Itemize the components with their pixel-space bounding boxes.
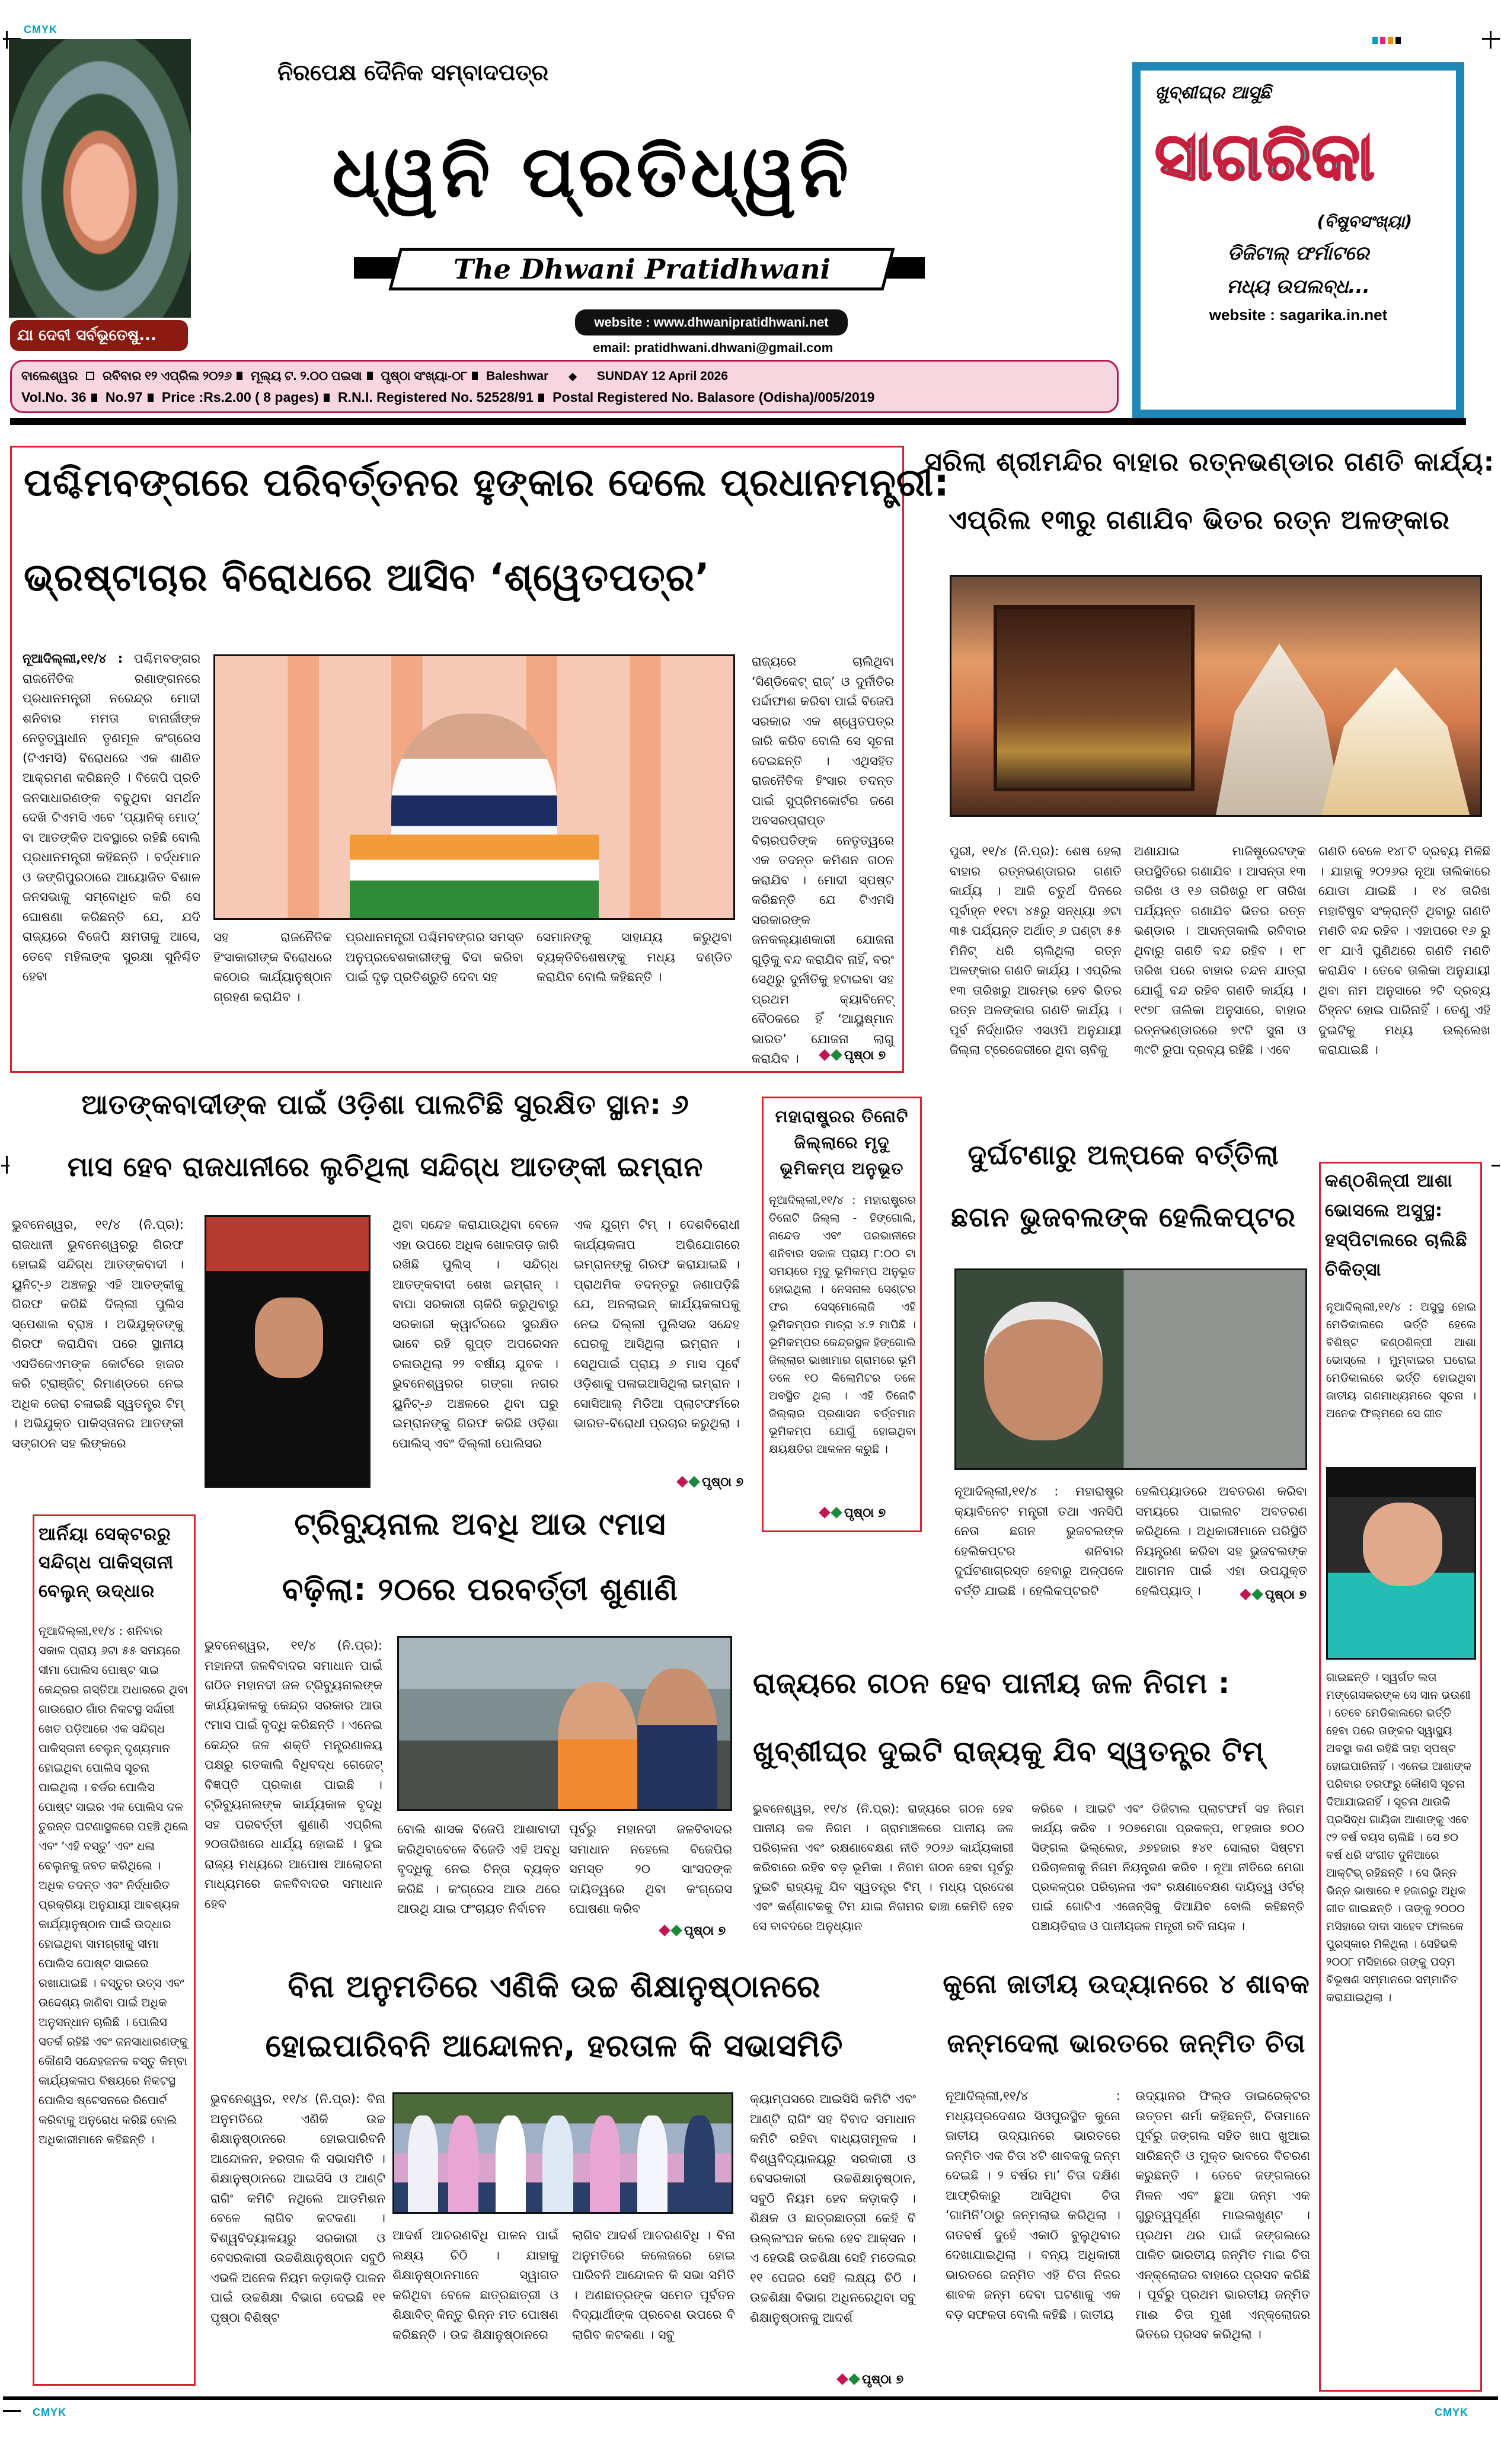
continued-page-link[interactable] [676, 1475, 746, 1490]
registration-mark [3, 2410, 21, 2412]
headline-temple-line1: ସରିଲା ଶ୍ରୀମନ୍ଦିର ବାହାର ରତ୍ନଭଣ୍ଡାର ଗଣତି କାର୍ଯ୍ୟ: [925, 447, 1495, 477]
photo-face [1363, 1503, 1442, 1586]
headline-balloon: ଆର୍ନିୟା ସେକ୍ଟରରୁ ସନ୍ଦିଗ୍ଧ ପାକିସ୍ତାନୀ ବେଲୁନ୍ ଉଦ୍ଧାର [39, 1524, 174, 1602]
issue-info-english-row [21, 388, 1107, 407]
story-terror-body-col3: ଏକ ଯୁଗ୍ମ ଟିମ୍ । ଦେଶବିରୋଧୀ କାର୍ଯ୍ୟକଳାପ ଅଭିଯୋଗରେ ଇମ୍ରାନଙ୍କୁ ଗିରଫ କରାଯାଇଛି । ପ୍ରାଥମିକ ତଦନ୍ତରୁ ଜଣାପଡ଼ିଛି ଯେ, ଅନଲାଇନ୍ କାର୍ଯ୍ୟକଳାପକୁ ନେଇ ଦିଲ୍ଲୀ ପୁଲିସର ସନ୍ଦେହ ଘେରକୁ ଆସିଥିଲା ଇମ୍ରାନ । ସେଥିପାଇଁ ପ୍ରାୟ ୬ ମାସ ପୂର୍ବେ ଓଡ଼ିଶାକୁ ପଳାଇଆସିଥିଲା ଇମ୍ରାନ । ସୋସିଆଲ୍ ମିଡିଆ ପ୍ଲାଟଫର୍ମରେ ଭାରତ-ବିରୋଧୀ ପ୍ରଚାର କରୁଥିଲା । [574, 1217, 740, 1430]
diamond-red-icon [819, 1049, 831, 1061]
page-ref-text: ପୃଷ୍ଠା ୭ [702, 1475, 744, 1489]
postal-registration: Postal Registered No. Balasore (Odisha)/005/2019 [553, 389, 875, 405]
story-bengal-body-col3: ପ୍ରଧାନମନ୍ତ୍ରୀ ପଶ୍ଚିମବଙ୍ଗର ସମସ୍ତ ଅନୁପ୍ରବେଶକାରୀଙ୍କୁ ବିଦା କରିବା ପାଇଁ ଦୃଢ଼ ପ୍ରତିଶ୍ରୁତି ଦେବା ସହ [346, 930, 523, 984]
headline-heli-line2: ଛଗନ ଭୁଜବଲଙ୍କ ହେଲିକପ୍ଟର [951, 1201, 1296, 1233]
rni-number: R.N.I. Registered No. 52528/91 [337, 389, 534, 405]
diamond-green-icon [688, 1476, 700, 1488]
headline-terror-line2: ମାସ ହେବ ରାଜଧାନୀରେ ଲୁଚିଥିଲା ସନ୍ଦିଗ୍ଧ ଆତଙ୍କୀ ଇମ୍ରାନ [67, 1150, 704, 1183]
goddess-durga-image [9, 39, 191, 318]
page-ref-text: ପୃଷ୍ଠା ୭ [844, 1048, 886, 1062]
story-education-body-col2: ଆଦର୍ଶ ଆଚରଣବିଧି ପାଳନ ପାଇଁ ଲକ୍ଷ୍ୟ ଚିଠି । ଯାହାକୁ ଶିକ୍ଷାନୁଷ୍ଠାନମାନେ ସ୍ୱାଗତ କରିଥିବା ବେଳେ ଛାତ୍ରଛାତ୍ରୀ ଓ ଶିକ୍ଷାବିତ୍ କିନ୍ତୁ ଭିନ୍ନ ମତ ପୋଷଣ କରିଛନ୍ତି । ଉଚ୍ଚ ଶିକ୍ଷାନୁଷ୍ଠାନରେ [392, 2228, 558, 2342]
story-asha-body-top: ନୂଆଦିଲ୍ଲୀ,୧୧/୪ : ଅସୁସ୍ଥ ହୋଇ ମେଡିକାଲରେ ଭର୍ତ୍ତି ହେଲେ ବିଶିଷ୍ଟ କଣ୍ଠଶିଳ୍ପୀ ଆଶା ଭୋସ୍‌ଲେ । ମୁମ୍ବାଇର ଘରୋଇ ମେଡିକାଲରେ ଭର୍ତ୍ତି ହୋଇଥିବା ଜାତୀୟ ଗଣମାଧ୍ୟମରେ ସୂଚନା । ଅନେକ ଫିଲ୍ମରେ ସେ ଗୀତ [1326, 1300, 1476, 1420]
story-quake-body: ନୂଆଦିଲ୍ଲୀ,୧୧/୪ : ମହାରାଷ୍ଟ୍ରର ତିନୋଟି ଜିଲ୍ଲା - ହିଙ୍ଗୋଲି, ନାନ୍ଦେଡ ଏବଂ ପରଭାନୀରେ ଶନିବାର ସକାଳ ପ୍ରାୟ ୮:୦୦ ଟା ସମୟରେ ମୃଦୁ ଭୂମିକମ୍ପ ଅନୁଭୂତ ହୋଇଥିଲା । ନେସନାଲ ସେଣ୍ଟର ଫର ସେସ୍ମୋଲୋଜି ଏହି ଭୂମିକମ୍ପର ମାତ୍ରା ୪.୨ ମାପିଛି । ଭୂମିକମ୍ପର କେନ୍ଦ୍ରସ୍ଥଳ ହିଙ୍ଗୋଲି ଜିଲ୍ଲାର ଭାଖାମାର ଗ୍ରାମରେ ଭୂମି ତଳେ ୧୦ କିଲୋମିଟର ତଳେ ଅବସ୍ଥିତ ଥିଲା । ଏହି ତିନୋଟି ଜିଲ୍ଲାର ପ୍ରଶାସନ ବର୍ତ୍ତମାନ ଭୂମିକମ୍ପ ଯୋଗୁଁ ହୋଇଥିବା କ୍ଷୟକ୍ଷତିର ଆକଳନ କରୁଛି । [769, 1194, 916, 1456]
story-education-body-col4: କ୍ୟାମ୍ପସରେ ଆଇସିସି କମିଟି ଏବଂ ଆଣ୍ଟି ରାଗିଂ ସହ ବିବାଦ ସମାଧାନ କମିଟି ରହିବା ବାଧ୍ୟତାମୂଳକ । ବିଶ୍ୱବିଦ୍ୟାଳୟରୁ ସରକାରୀ ଓ ବେସରକାରୀ ଉଚ୍ଚଶିକ୍ଷାନୁଷ୍ଠାନ, ସବୁଠି ନିୟମ ହେବ କଡ଼ାକଡ଼ି । ଶିକ୍ଷକ ଓ ଛାତ୍ରଛାତ୍ରୀ କେହି ବି ଉଲ୍ଲଂଘନ କଲେ ହେବ ଆକ୍ସନ । ଏ ହେଉଛି ଉଚ୍ଚଶିକ୍ଷା ସେହି ମଡେଲର ୧୧ ପେଜର ସେହି ଲକ୍ଷ୍ୟ ଚିଠି । ଉଚ୍ଚଶିକ୍ଷା ବିଭାଗ ଅଧିନରେଥିବା ସବୁ ଶିକ୍ଷାନୁଷ୍ଠାନକୁ ଆଦର୍ଶ [750, 2092, 916, 2325]
sagarika-advertisement[interactable] [1132, 62, 1464, 418]
story-tribunal-body-col1: ଭୁବନେଶ୍ୱର, ୧୧/୪ (ନି.ପ୍ର): ମହାନଦୀ ଜଳବିବାଦର ସମାଧାନ ପାଇଁ ଗଠିତ ମହାନଦୀ ଜଳ ଟ୍ରିବ୍ୟୁନାଲଙ୍କ କାର୍ଯ୍ୟକାଳକୁ କେନ୍ଦ୍ର ସରକାର ଆଉ ୯ମାସ ପାଇଁ ବୃଦ୍ଧି କରିଛନ୍ତି । ଏନେଇ କେନ୍ଦ୍ର ଜଳ ଶକ୍ତି ମନ୍ତ୍ରଣାଳୟ ପକ୍ଷରୁ ଗତକାଲି ବିଧିବଦ୍ଧ ଗେଜେଟ୍ ବିଜ୍ଞପ୍ତି ପ୍ରକାଶ ପାଇଛି । ଟ୍ରିବ୍ୟୁନାଲଙ୍କ କାର୍ଯ୍ୟକାଳ ବୃଦ୍ଧି ସହ ପରବର୍ତ୍ତୀ ଶୁଣାଣି ଏପ୍ରିଲ ୨୦ତାରିଖରେ ଧାର୍ଯ୍ୟ ହୋଇଛି । ଦୁଇ ରାଜ୍ୟ ମଧ୍ୟରେ ଆପୋଷ ଆଲୋଚନା ମାଧ୍ୟମରେ ଜଳବିବାଦର ସମାଧାନ ହେବ [205, 1638, 382, 1911]
headline-terror-line1: ଆତଙ୍କବାଦୀଙ୍କ ପାଇଁ ଓଡ଼ିଶା ପାଲଟିଛି ସୁରକ୍ଷିତ ସ୍ଥାନ: ୬ [81, 1088, 689, 1120]
headline-bengal-line2: ଭ୍ରଷ୍ଟାଚାର ବିରୋଧରେ ଆସିବ ‘ଶ୍ୱେତପତ୍ର’ [24, 556, 710, 600]
story-water-body-col1: ଭୁବନେଶ୍ୱର, ୧୧/୪ (ନି.ପ୍ର): ରାଜ୍ୟରେ ଗଠନ ହେବ ପାନୀୟ ଜଳ ନିଗମ । ଗ୍ରାମାଞ୍ଚଳରେ ପାନୀୟ ଜଳ ପରିଚାଳନା ଏବଂ ରକ୍ଷଣାବେକ୍ଷଣ ନୀତି ୨୦୨୬ କାର୍ଯ୍ୟକାରୀ କରିବାରେ ରହିବ ବଡ଼ ଭୂମିକା । ନିଗମ ଗଠନ ହେବା ପୂର୍ବରୁ ଦୁଇଟି ରାଜ୍ୟକୁ ଯିବ ସ୍ୱତନ୍ତ୍ର ଟିମ୍ । ମଧ୍ୟ ପ୍ରଦେଶ ଏବଂ କର୍ଣ୍ଣାଟକକୁ ଟିମ ଯାଇ ନିଗମର ଢାଞ୍ଚା କେମିତି ହେବ ସେ ବାବଦରେ ଅନୁଧ୍ୟାନ [753, 1801, 1014, 1933]
headline-tribunal-line2: ବଢ଼ିଲା: ୨୦ରେ ପରବର୍ତ୍ତୀ ଶୁଣାଣି [282, 1572, 679, 1607]
story-heli-body-col2: ହେଲିପ୍ୟାଡରେ ଅବତରଣ କରିବା ସମୟରେ ପାଇଲଟ ଅବତରଣ କରିଥିଲେ । ଅଧିକାରୀମାନେ ପରିସ୍ଥିତି ନିୟନ୍ତ୍ରଣ କରିବା ସହ ଭୁଜବଲଙ୍କ ଆଗମନ ପାଇଁ ଏହା ଉପଯୁକ୍ତ ହେଲିପ୍ୟାଡ୍ । [1135, 1484, 1307, 1598]
ad-available-line: ମଧ୍ୟ ଉପଲବ୍ଧ... [1227, 275, 1370, 298]
place-odia: ବାଲେଶ୍ୱର [21, 369, 78, 383]
color-swatch-magenta [1380, 37, 1385, 44]
color-swatch-black [1395, 37, 1401, 44]
story-terror-body-col1: ଭୁବନେଶ୍ୱର, ୧୧/୪ (ନି.ପ୍ର): ରାଜଧାନୀ ଭୁବନେଶ୍ୱରରୁ ଗିରଫ ହୋଇଛି ସନ୍ଦିଗ୍ଧ ଆତଙ୍କବାଦୀ । ୟୁନିଟ୍-୬ ଅଞ୍ଚଳରୁ ଏହି ଆତଙ୍କୀକୁ ଗିରଫ କରିଛି ଦିଲ୍ଲୀ ପୁଲିସ ସ୍ପେଶାଲ ବ୍ରାଞ୍ଚ । ଅଭିଯୁକ୍ତଙ୍କୁ ଗିରଫ କରାଯିବା ପରେ ସ୍ଥାନୀୟ ଏସଡିଜେଏମଙ୍କ କୋର୍ଟରେ ହାଜର କରି ଟ୍ରାଞ୍ଜିଟ୍ ରିମାଣ୍ଡରେ ନେଇ ଅଧିକ ଜେରା ଚଳାଇଛି ସ୍ୱତନ୍ତ୍ର ଟିମ୍ । ଅଭିଯୁକ୍ତ ପାକିସ୍ତାନର ଆତଙ୍କୀ ସଙ୍ଗଠନ ସହ ଲିଙ୍କରେ [12, 1217, 184, 1450]
separator-icon [538, 394, 544, 402]
ad-website[interactable]: website : sagarika.in.net [1209, 306, 1388, 324]
page-ref-text: ପୃଷ୍ଠା ୭ [684, 1923, 726, 1938]
continued-page-link[interactable] [658, 1923, 728, 1938]
story-tribunal-body-col2: ବୋଲି ଶାସକ ବିଜେପି ଆଶାବାଦୀ କରିଥିବାବେଳେ ବିଜେଡି ଏହି ଅବଧି ବୃଦ୍ଧିକୁ ନେଇ ଚିନ୍ତା ବ୍ୟକ୍ତ କରିଛି । କଂଗ୍ରେସ ଆଉ ଥରେ ଆଉଥି ଯାଇ ଫଂଚାୟତ ନିର୍ବାଚନ [397, 1822, 560, 1916]
headline-education-line2: ହୋଇପାରିବନି ଆନ୍ଦୋଳନ, ହରତାଳ କି ସଭାସମିତି [265, 2028, 844, 2064]
diamond-green-icon [848, 2373, 860, 2385]
headline-heli-line1: ଦୁର୍ଘଟଣାରୁ ଅଳ୍ପକେ ବର୍ତ୍ତିଲା [967, 1139, 1279, 1171]
registration-mark [1, 1165, 9, 1167]
page-bottom-rule [3, 2396, 1498, 2400]
continued-page-link[interactable] [818, 1506, 888, 1520]
website-link[interactable]: website : www.dhwanipratidhwani.net [575, 309, 848, 335]
photo-student [448, 2115, 478, 2212]
headline-bengal-line1: ପଶ୍ଚିମବଙ୍ଗରେ ପରିବର୍ତ୍ତନର ହୁଙ୍କାର ଦେଲେ ପ୍ରଧାନମନ୍ତ୍ରୀ: [24, 461, 950, 505]
photo-pm-rally [213, 654, 735, 920]
story-cheetah-body-col2: ଉଦ୍ୟାନର ଫିଲ୍ଡ ଡାଇରେକ୍ଟର ଉତ୍ତମ ଶର୍ମା କହିଛନ୍ତି, ଚିତାମାନେ ପୂର୍ବରୁ ଜଙ୍ଗଲ ସହିତ ଖାପ ଖୁଆଇ ସାରିଛନ୍ତି ଓ ମୁକ୍ତ ଭାବରେ ବିଚରଣ କରୁଛନ୍ତି । ତେବେ ଜଙ୍ଗଲରେ ମିଳନ ଏବଂ ଛୁଆ ଜନ୍ମ ଏକ ଗୁରୁତ୍ୱପୂର୍ଣ୍ଣ ମାଇଲଖୁଣ୍ଟ । ପ୍ରଥମ ଥର ପାଇଁ ଜଙ୍ଗଲରେ ପାଳିତ ଭାରତୀୟ ଜନ୍ମିତ ମାଇ ଚିତା ଏନ୍‌କ୍ଲୋଜର ବାହାରେ ପ୍ରସବ କରିଛି । ପୂର୍ବରୁ ପ୍ରଥମ ଭାରତୀୟ ଜନ୍ମିତ ମାଈ ଚିତା ମୁଖୀ ଏନ୍‌କ୍ଲୋଜର ଭିତରେ ପ୍ରସବ କରିଥିଲା । [1135, 2089, 1310, 2341]
story-temple-body-col3: ଗଣତି ବେଳେ ୧୪୮ଟି ଦ୍ରବ୍ୟ ମିଳିଛି । ଯାହାକୁ ୨୦୨୬ର ନୂଆ ତାଲିକାରେ ଯୋଡା ଯାଇଛି । ୧୪ ତାରିଖ ମହାବିଷୁବ ସଂକ୍ରାନ୍ତି ଥିବାରୁ ଗଣତି ମଣତି ବନ୍ଦ ରହିବ । ଏହାପରେ ୧୬ ରୁ ୧୮ ଯାଏଁ ପୁଣିଥରେ ଗଣତି ମଣତି କରାଯିବ । ତେବେ ତାଲିକା ଅନୁଯାୟୀ ଥିବା ନାମ ଅନୁସାରେ ୨ଟି ଦ୍ରବ୍ୟ ଚିହ୍ନଟ ହୋଇ ପାରିନାହିଁ । ତେଣୁ ଏହି ଦୁଇଟିକୁ ମଧ୍ୟ ଉଲ୍ଲେଖ କରାଯାଇଛି । [1318, 844, 1490, 1057]
photo-suspect-imran [205, 1215, 371, 1488]
ad-subtitle: (ବିଷୁବସଂଖ୍ୟା) [1317, 212, 1412, 231]
diamond-green-icon [670, 1925, 682, 1936]
story-tribunal-body-col3: ପୂର୍ବରୁ ମହାନଦୀ ଜଳବିବାଦର ସମାଧାନ ନହେଲେ ବିଜେପିର ସମସ୍ତ ୨୦ ସାଂସଦଙ୍କ ଦାୟିତ୍ୱରେ ଥିବା କଂଗ୍ରେସ ଘୋଷଣା କରିବ [569, 1822, 732, 1916]
story-water-body-col2: କରିବେ । ଆଇଟି ଏବଂ ଡିଜିଟାଲ ପ୍ଲାଟଫର୍ମ ସହ ନିଗମ କାର୍ଯ୍ୟ କରିବ । ୨୦୭ମେଗା ପ୍ରକଳ୍ପ, ୧୮ହଜାର ୭୦୦ ସିଙ୍ଗଲ ଭିଲ୍ଲେଜ, ୬୭ହଜାର ୫୪୧ ସୋଲାର ସିଷ୍ଟମ ପରିଚାଳନାକୁ ନିଗମ ନିୟନ୍ତ୍ରଣ କରିବ । ନୂଆ ନୀତିରେ ମେଗା ପ୍ରକଳ୍ପର ପରିଚାଳନା ଏବଂ ରକ୍ଷଣାବେକ୍ଷଣ ଦାୟିତ୍ୱ ଓର୍ଟର୍ ପାଇଁ ଗୋଟିଏ ଏଜେନ୍ସିକୁ ଦିଆଯିବ ବୋଲି କହିଛନ୍ତି ପଞ୍ଚାୟତିରାଜ ଓ ପାନୀୟଜଳ ମନ୍ତ୍ରୀ ରବି ନାୟକ । [1031, 1801, 1304, 1933]
diamond-green-icon [831, 1049, 842, 1061]
date-odia: ରବିବାର ୧୨ ଏପ୍ରିଲ ୨୦୨୬ [103, 369, 232, 383]
registration-mark [1492, 1165, 1500, 1167]
story-cheetah-body-col1: ନୂଆଦିଲ୍ଲୀ,୧୧/୪ : ମଧ୍ୟପ୍ରଦେଶର ସିଓପୁରସ୍ଥିତ କୁନୋ ଜାତୀୟ ଉଦ୍ୟାନରେ ଭାରତରେ ଜନ୍ମିତ ଏକ ଚିତା ୪ଟି ଶାବକକୁ ଜନ୍ମ ଦେଇଛି । ୨ ବର୍ଷର ମା’ ଚିତା ଦକ୍ଷିଣ ଆଫ୍ରିକାରୁ ଆସିଥିବା ଚିତା ‘ଗାମିନି’ଠାରୁ ଜନ୍ମଲାଭ କରିଥିଲା । ଗତବର୍ଷ ଦୁହେଁ ଏକାଠି ବୁଲୁଥିବାର ଦେଖାଯାଇଥିଲା । ବନ୍ୟ ଅଧିକାରୀ ଭାରତରେ ଜନ୍ମିତ ଏହି ଚିତା ନିଜର ଶାବକ ଜନ୍ମ ଦେବା ଘଟଣାକୁ ଏକ ବଡ଼ ସଫଳତା ବୋଲି କହିଛି । ଜାତୀୟ [946, 2089, 1120, 2322]
photo-asha-bhosle [1326, 1467, 1476, 1660]
newspaper-logo-odia: ଧ୍ୱନି ପ୍ରତିଧ୍ୱନି [332, 130, 852, 213]
color-swatch-yellow [1388, 37, 1393, 44]
photo-treasury-door [994, 605, 1195, 791]
headline-tribunal-line1: ଟ୍ରିବ୍ୟୁନାଲ ଅବଧି ଆଉ ୯ମାସ [294, 1507, 666, 1542]
story-temple-body-col2: ଅଣାଯାଇ ମାଜିଷ୍ଟ୍ରେଟଙ୍କ ଉପସ୍ଥିତିରେ ଗଣାଯିବ । ଆସନ୍ତା ୧୩ ତାରିଖ ଓ ୧୬ ତାରିଖରୁ ୧୮ ତାରିଖ ପର୍ଯ୍ୟନ୍ତ ଗଣାଯିବ ଭିତର ରତ୍ନ ଭଣ୍ଡାର । ଆସନ୍ତାକାଲି ରବିବାର ଥିବାରୁ ଗଣତି ବନ୍ଦ ରହିବ । ୧୮ ତାରିଖ ପରେ ବାହାର ଚନ୍ଦନ ଯାତ୍ରା ଯୋଗୁଁ ବନ୍ଦ ରହିବ ଗଣତି କାର୍ଯ୍ୟ । ୧୯୭୮ ତାଲିକା ଅନୁସାରେ, ବାହାର ରତ୍ନଭଣ୍ଡାରରେ ୭୯ଟି ସୁନା ଓ ୩୯ଟି ରୁପା ଦ୍ରବ୍ୟ ରହିଛି । ଏବେ [1134, 844, 1306, 1057]
diamond-red-icon [659, 1925, 670, 1936]
cmyk-label-bottom-left: CMYK [33, 2407, 66, 2418]
issue-info-odia-row [21, 367, 1107, 385]
registration-mark [1490, 31, 1492, 49]
photo-chhagan-bhujbal-helicopter [954, 1268, 1307, 1470]
ad-digital-line: ଡିଜିଟାଲ୍ ଫର୍ମାଟରେ [1227, 242, 1369, 264]
story-temple-body-col1: ପୁରୀ, ୧୧/୪ (ନି.ପ୍ର): ଶେଷ ହେଲା ବାହାର ରତ୍ନଭଣ୍ଡାରର ଗଣତି କାର୍ଯ୍ୟ । ଆଜି ଚତୁର୍ଥ ଦିନରେ ପୂର୍ବାହ୍ନ ୧୧ଟା ୪୫ରୁ ସନ୍ଧ୍ୟା ୬ଟା ୩୫ ପର୍ଯ୍ୟନ୍ତ ଅର୍ଥାତ୍ ୬ ଘଣ୍ଟା ୫୫ ମିନିଟ୍ ଧରି ଚାଲିଥିଲା ରତ୍ନ ଅଳଙ୍କାର ଗଣତି କାର୍ଯ୍ୟ । ଏପ୍ରିଲ ୧୩ ତାରିଖରୁ ଆରମ୍ଭ ହେବ ଭିତର ରତ୍ନ ଅଳଙ୍କାର ଗଣତି କାର୍ଯ୍ୟ । ପୂର୍ବ ନିର୍ଦ୍ଧାରିତ ଏସଓପି ଅନୁଯାୟୀ ଜିଲ୍ଲା ଟ୍ରେଜେରୀରେ ଥିବା ଚାବିକୁ [950, 844, 1122, 1057]
photo-temple-spire [1216, 644, 1343, 815]
diamond-green-icon [831, 1507, 842, 1519]
story-balloon-body: ନୂଆଦିଲ୍ଲୀ,୧୧/୪ : ଶନିବାର ସକାଳ ପ୍ରାୟ ୬ଟା ୫୫ ସମୟରେ ସୀମା ପୋଲିସ ପୋଷ୍ଟ ସାଇ କେନ୍ଦ୍ରର ଗସ୍ତିଆ ଅଧାରରେ ଥିବା ଗାଉରୋଠ ଗାଁର ନିକଟସ୍ଥ ସର୍ଦ୍ଦାରୀ ଖେତ ପଡ଼ିଆରେ ଏକ ସନ୍ଦିଗ୍ଧ ପାକିସ୍ତାନୀ ବେଲୁନ୍ ଦୃଶ୍ୟମାନ ହୋଇଥିବା ପୋଲିସ ସୂଚନା ପାଇଥିଲା । ବର୍ଡର ପୋଲିସ ପୋଷ୍ଟ ସାଇର ଏକ ପୋଲିସ ଦଳ ତୁରନ୍ତ ଘଟଣାସ୍ଥଳରେ ପହଞ୍ଚି ଥିଲେ ଏବଂ ‘ଏହି ବସ୍ତୁ’ ଏବଂ ଧଳା ବେଲୁନକୁ ଜବତ କରିଥିଲେ । ଅଧିକ ତଦନ୍ତ ଏବଂ ନିର୍ଦ୍ଧାରିତ ପ୍ରକ୍ରିୟା ଅନୁଯାୟୀ ଆବଶ୍ୟକ କାର୍ଯ୍ୟାନୁଷ୍ଠାନ ପାଇଁ ଉଦ୍ଧାର ହୋଇଥିବା ସାମଗ୍ରୀକୁ ସୀମା ପୋଲିସ ପୋଷ୍ଟ ସାଇରେ ରଖାଯାଇଛି । ବସ୍ତୁର ଉତ୍ସ ଏବଂ ଉଦ୍ଦେଶ୍ୟ ଜାଣିବା ପାଇଁ ଅଧିକ ଅନୁସନ୍ଧାନ ଚାଲିଛି । ପୋଲିସ ସତର୍କ ରହିଛି ଏବଂ ଜନସାଧାରଣଙ୍କୁ କୌଣସି ସନ୍ଦେହଜନକ ବସ୍ତୁ କିମ୍ବା କାର୍ଯ୍ୟକଳାପ ବିଷୟରେ ନିକଟସ୍ଥ ପୋଲିସ ଷ୍ଟେସନରେ ରିପୋର୍ଟ କରିବାକୁ ଅନୁରୋଧ କରିଛି ବୋଲି ଅଧିକାରୀମାନେ କହିଛନ୍ତି । [39, 1624, 189, 2146]
photo-face [984, 1302, 1103, 1440]
registration-mark [6, 31, 8, 49]
photo-student [496, 2115, 526, 2212]
diamond-red-icon [836, 2373, 848, 2385]
separator-icon [148, 394, 154, 402]
photo-face [255, 1297, 323, 1378]
photo-jagannath-temple [950, 575, 1482, 817]
pages-odia: ପୃଷ୍ଠା ସଂଖ୍ୟା-୦୮ [381, 369, 468, 383]
continued-page-link[interactable] [836, 2372, 906, 2387]
page-ref-text: ପୃଷ୍ଠା ୭ [862, 2372, 904, 2386]
story-heli-body-col1: ନୂଆଦିଲ୍ଲୀ,୧୧/୪ : ମହାରାଷ୍ଟ୍ର କ୍ୟାବିନେଟ ମନ୍ତ୍ରୀ ତଥା ଏନସିପି ନେତା ଛଗନ ଭୁଜବଲଙ୍କ ହେଲିକପ୍ଟର ଶନିବାର ଦୁର୍ଘଟଣାଗ୍ରସ୍ତ ହେବାରୁ ଅଳ୍ପକେ ବର୍ତ୍ତି ଯାଇଛି । ହେଲିକପ୍ଟରଟି [954, 1484, 1123, 1598]
masthead-divider [10, 418, 1466, 425]
headline-water-line2: ଖୁବ୍‌ଶୀଘ୍ର ଦୁଇଟି ରାଜ୍ୟକୁ ଯିବ ସ୍ୱତନ୍ତ୍ର ଟିମ୍ [753, 1735, 1264, 1768]
separator-icon [237, 372, 242, 380]
separator-icon [472, 372, 478, 380]
diamond-red-icon [676, 1476, 688, 1488]
headline-water-line1: ରାଜ୍ୟରେ ଗଠନ ହେବ ପାନୀୟ ଜଳ ନିଗମ : [753, 1667, 1231, 1700]
photo-student [590, 2115, 620, 2212]
separator-icon [367, 372, 373, 380]
headline-education-line1: ବିନା ଅନୁମତିରେ ଏଣିକି ଉଚ୍ଚ ଶିକ୍ଷାନୁଷ୍ଠାନରେ [288, 1969, 821, 2005]
diamond-icon [569, 373, 577, 381]
email-link[interactable]: email: pratidhwani.dhwani@gmail.com [593, 340, 833, 355]
photo-temple-spire [1321, 667, 1470, 815]
english-title-text: The Dhwani Pratidhwani [453, 253, 831, 285]
separator-icon [324, 394, 330, 402]
story-text: ପଶ୍ଚିମବଙ୍ଗର ରାଜନୈତିକ ରଣାଙ୍ଗନରେ ପ୍ରଧାନମନ୍ତ୍ରୀ ନରେନ୍ଦ୍ର ମୋଦୀ ଶନିବାର ମମତା ବାନାର୍ଜୀଙ୍କ ନେତୃତ୍ୱାଧୀନ ତୃଣମୂଳ କଂଗ୍ରେସ (ଟିଏମସି) ବିରୋଧରେ ଏକ ଶାଣିତ ଆକ୍ରମଣ କରିଛନ୍ତି । ବିଜେପି ପ୍ରତି ଜନସାଧାରଣଙ୍କ ବଢୁଥିବା ସମର୍ଥନ ଦେଖି ଟିଏମସି ଏବେ ‘ପ୍ୟାନିକ୍ ମୋଡ୍’ ବା ଆତଙ୍କିତ ଅବସ୍ଥାରେ ରହିଛି ବୋଲି ପ୍ରଧାନମନ୍ତ୍ରୀ କହିଛନ୍ତି । ବର୍ଦ୍ଧମାନ ଓ ଜଙ୍ଗିପୁରଠାରେ ଆୟୋଜିତ ବିଶାଳ ଜନସଭାକୁ ସମ୍ବୋଧିତ କରି ସେ ଘୋଷଣା କରିଛନ୍ତି ଯେ, ଯଦି ରାଜ୍ୟରେ ବିଜେପି କ୍ଷମତାକୁ ଆସେ, ତେବେ ମହିଳାଙ୍କ ସୁରକ୍ଷା ସୁନିଶ୍ଚିତ ହେବା [23, 651, 200, 983]
headline-cheetah-line1: କୁନୋ ଜାତୀୟ ଉଦ୍ୟାନରେ ୪ ଶାବକ [943, 1969, 1310, 1999]
ad-coming-soon: ଖୁବ୍‌ଶୀଘ୍ର ଆସୁଛି [1155, 82, 1271, 103]
cmyk-label-bottom-right: CMYK [1435, 2407, 1468, 2418]
color-swatch-cyan [1372, 37, 1378, 44]
place-english: Baleshwar [486, 369, 549, 383]
story-bengal-body-col5: ରାଜ୍ୟରେ ଚାଲିଥିବା ‘ସିଣ୍ଡିକେଟ୍ ରାଜ୍’ ଓ ଦୁର୍ନୀତିର ପର୍ଦ୍ଦାଫାଶ କରିବା ପାଇଁ ବିଜେପି ସରକାର ଏକ ଶ୍ୱେତପତ୍ର ଜାରି କରିବ ବୋଲି ସେ ସୂଚନା ଦେଇଛନ୍ତି । ଏଥିସହିତ ରାଜନୈତିକ ହିଂସାର ତଦନ୍ତ ପାଇଁ ସୁପ୍ରିମକୋର୍ଟର ଜଣେ ଅବସରପ୍ରାପ୍ତ ବିଚାରପତିଙ୍କ ନେତୃତ୍ୱରେ ଏକ ତଦନ୍ତ କମିଶନ ଗଠନ କରାଯିବ । ମୋଦୀ ସ୍ପଷ୍ଟ କରିଛନ୍ତି ଯେ ଟିଏମସି ସରକାରଙ୍କ ଜନକଲ୍ୟାଣକାରୀ ଯୋଜନା ଗୁଡ଼ିକୁ ବନ୍ଦ କରାଯିବ ନାହିଁ, ବରଂ ସେଥିରୁ ଦୁର୍ନୀତିକୁ ହଟାଇବା ସହ ପ୍ରଥମ କ୍ୟାବିନେଟ୍ ବୈଠକରେ ହିଁ ‘ଆୟୁଷ୍ମାନ ଭାରତ’ ଯୋଜନା ଲାଗୁ କରାଯିବ । [752, 654, 894, 1066]
diamond-red-icon [1240, 1589, 1251, 1600]
page-ref-text: ପୃଷ୍ଠା ୭ [1265, 1587, 1307, 1602]
dateline: ନୂଆଦିଲ୍ଲୀ,୧୧/୪ : [23, 651, 123, 666]
story-education-body-col1: ଭୁବନେଶ୍ୱର, ୧୧/୪ (ନି.ପ୍ର): ବିନା ଅନୁମତିରେ ଏଣିକି ଉଚ୍ଚ ଶିକ୍ଷାନୁଷ୍ଠାନରେ ହୋଇପାରିବନି ଆନ୍ଦୋଳନ, ହରତାଳ କି ସଭାସମିତି । ଶିକ୍ଷାନୁଷ୍ଠାନରେ ଆଇସିସି ଓ ଆଣ୍ଟି ରାଗିଂ କମିଟି ନଥିଲେ ଆଡମିଶନ ବେଳେ ଲାଗିବ କଟକଣା । ବିଶ୍ୱବିଦ୍ୟାଳୟରୁ ସରକାରୀ ଓ ବେସରକାରୀ ଉଚ୍ଚଶିକ୍ଷାନୁଷ୍ଠାନ ସବୁଠି ଏଭଳି ଅନେକ ନିୟମ କଡ଼ାକଡ଼ି ପାଳନ ପାଇଁ ଉଚ୍ଚଶିକ୍ଷା ବିଭାଗ ଦେଇଛି ୧୧ ପୃଷ୍ଠା ବିଶିଷ୍ଟ [210, 2092, 385, 2325]
continued-page-link[interactable] [1239, 1587, 1309, 1602]
separator-icon [91, 394, 97, 402]
diamond-red-icon [819, 1507, 831, 1519]
story-bengal-body-col1 [23, 649, 200, 1066]
photo-mahanadi-tribunal [397, 1636, 732, 1811]
page-ref-text: ପୃଷ୍ଠା ୭ [844, 1506, 886, 1520]
photo-person [558, 1682, 637, 1809]
date-english: SUNDAY 12 April 2026 [596, 369, 728, 383]
photo-person [637, 1669, 717, 1809]
square-bullet-icon [86, 372, 94, 380]
volume-number: Vol.No. 36 [21, 389, 87, 405]
headline-quake: ମହାରାଷ୍ଟ୍ରର ତିନୋଟି ଜିଲ୍ଲାରେ ମୃଦୁ ଭୂମିକମ୍ପ ଅନୁଭୂତ [775, 1107, 909, 1178]
issue-info-band [10, 360, 1119, 413]
photo-student [684, 2115, 714, 2212]
diamond-green-icon [1251, 1589, 1263, 1600]
ad-title-logo: ସାଗରିକା [1155, 119, 1375, 194]
photo-student [637, 2115, 668, 2212]
story-education-body-col3: ଲାଗିବ ଆଦର୍ଶ ଆଚରଣବିଧି । ବିନା ଅନୁମତିରେ କଲେଜରେ ହୋଇ ପାରିବନି ଆନ୍ଦୋଳନ କି ସଭା ସମିତି । ଅଣଛାତ୍ରଙ୍କ ସମେତ ପୂର୍ବତନ ବିଦ୍ୟାର୍ଥୀଙ୍କ ପ୍ରବେଶ ଉପରେ ବି ଲାଗିବ କଟକଣା । ସବୁ [572, 2228, 735, 2342]
newspaper-logo-english [388, 248, 895, 290]
masthead-tagline: ନିରପେକ୍ଷ ଦୈନିକ ସମ୍ବାଦପତ୍ର [277, 59, 549, 85]
cmyk-label: CMYK [24, 24, 58, 36]
headline-cheetah-line2: ଜନ୍ମଦେଲା ଭାରତରେ ଜନ୍ମିତ ଚିତା [947, 2028, 1306, 2059]
story-bengal-body-col2: ସହ ରାଜନୈତିକ ହିଂସାକାରୀଙ୍କ ବିରୋଧରେ କଠୋର କାର୍ଯ୍ୟାନୁଷ୍ଠାନ ଗ୍ରହଣ କରାଯିବ । [213, 930, 332, 1004]
headline-temple-line2: ଏପ୍ରିଲ ୧୩ରୁ ଗଣାଯିବ ଭିତର ରତ୍ନ ଅଳଙ୍କାର [948, 505, 1450, 535]
story-terror-body-col2: ଥିବା ସନ୍ଦେହ କରାଯାଉଥିବା ବେଳେ ଏହା ଉପରେ ଅଧିକ ଖୋଳତାଡ଼ ଜାରି ରଖିଛି ପୁଲିସ୍ । ସନ୍ଦିଗ୍ଧ ଆତଙ୍କବାଦୀ ଶେଖ ଇମ୍ରାନ୍ । ବାପା ସରକାରୀ ଚାକିରି କରୁଥିବାରୁ ସରକାରୀ କ୍ୱାର୍ଟରରେ ସୁରକ୍ଷିତ ଭାବେ ରହି ଗୁପ୍ତ ଅପରେସନ ଚଳାଉଥିଲା ୨୨ ବର୍ଷୀୟ ଯୁବକ । ଭୁବନେଶ୍ୱରର ଗଙ୍ଗା ନଗର ୟୁନିଟ୍-୬ ଅଞ୍ଚଳରେ ଥିବା ଘରୁ ଇମ୍ରାନଙ୍କୁ ଗିରଫ କରିଛି ଓଡ଼ିଶା ପୋଲିସ୍ ଏବଂ ଦିଲ୍ଲୀ ପୋଲିସର [392, 1217, 558, 1450]
deity-caption: ଯା ଦେବୀ ସର୍ବଭୂତେଷୁ... [10, 320, 188, 351]
photo-podium [350, 835, 599, 918]
photo-student [408, 2115, 438, 2212]
continued-page-link[interactable] [818, 1048, 888, 1063]
photo-students [392, 2092, 733, 2214]
price-english: Price :Rs.2.00 ( 8 pages) [161, 389, 319, 405]
price-odia: ମୂଲ୍ୟ ଟ. ୨.୦୦ ପଇସା [250, 369, 362, 383]
headline-asha: କଣ୍ଠଶିଳ୍ପୀ ଆଶା ଭୋସଲେ ଅସୁସ୍ଥ: ହସ୍ପିଟାଲରେ ଚାଲିଛି ଚିକିତ୍ସା [1325, 1171, 1468, 1280]
story-bengal-body-col4: ସେମାନଙ୍କୁ ସାହାଯ୍ୟ କରୁଥିବା ବ୍ୟକ୍ତିବିଶେଷଙ୍କୁ ମଧ୍ୟ ଦଣ୍ଡିତ କରାଯିବ ବୋଲି କହିଛନ୍ତି । [536, 930, 732, 984]
issue-number: No.97 [105, 389, 143, 405]
photo-student [542, 2115, 573, 2212]
story-asha-body-bottom: ଗାଇଛନ୍ତି । ସ୍ୱର୍ଗତ ଲତା ମଙ୍ଗେସକରଙ୍କ ସେ ସାନ ଭଉଣୀ । ତେବେ ମେଡିକାଲରେ ଭର୍ତ୍ତି ହେବା ପରେ ତାଙ୍କର ସ୍ୱାସ୍ଥ୍ୟ ଅବସ୍ଥା କଣ ରହିଛି ତାହା ସ୍ପଷ୍ଟ ହୋଇପାରିନାହିଁ । ଏନେଇ ଆଶାଙ୍କ ପରିବାର ତରଫରୁ କୌଣସି ସୂଚନା ଦିଆଯାଇନାହିଁ । ସୂଚନା ଥାଉକି ପ୍ରସିଦ୍ଧ ଗାୟିକା ଆଶାଙ୍କୁ ଏବେ ୯୨ ବର୍ଷ ବୟସ ଚାଲିଛି । ସେ ୭୦ ବର୍ଷ ଧରି ସଂଗୀତ ଦୁନିଆରେ ଆକ୍ଟିଭ୍ ରହିଛନ୍ତି । ସେ ଭିନ୍ନ ଭିନ୍ନ ଭାଷାରେ ୧ ହଜାରରୁ ଅଧିକ ଗୀତ ଗାଇଛନ୍ତି । ତାଙ୍କୁ ୨୦୦୦ ମସିହାରେ ଦାଦା ସାହେବ ଫାଲକେ ପୁରସ୍କାର ମିଳିଥିଲା । ସେହିଭଳି ୨୦୦୮ ମସିହାରେ ତାଙ୍କୁ ପଦ୍ମ ବିଭୂଷଣ ସମ୍ମାନରେ ସମ୍ମାନିତ କରାଯାଇଥିଲା । [1326, 1671, 1472, 2004]
